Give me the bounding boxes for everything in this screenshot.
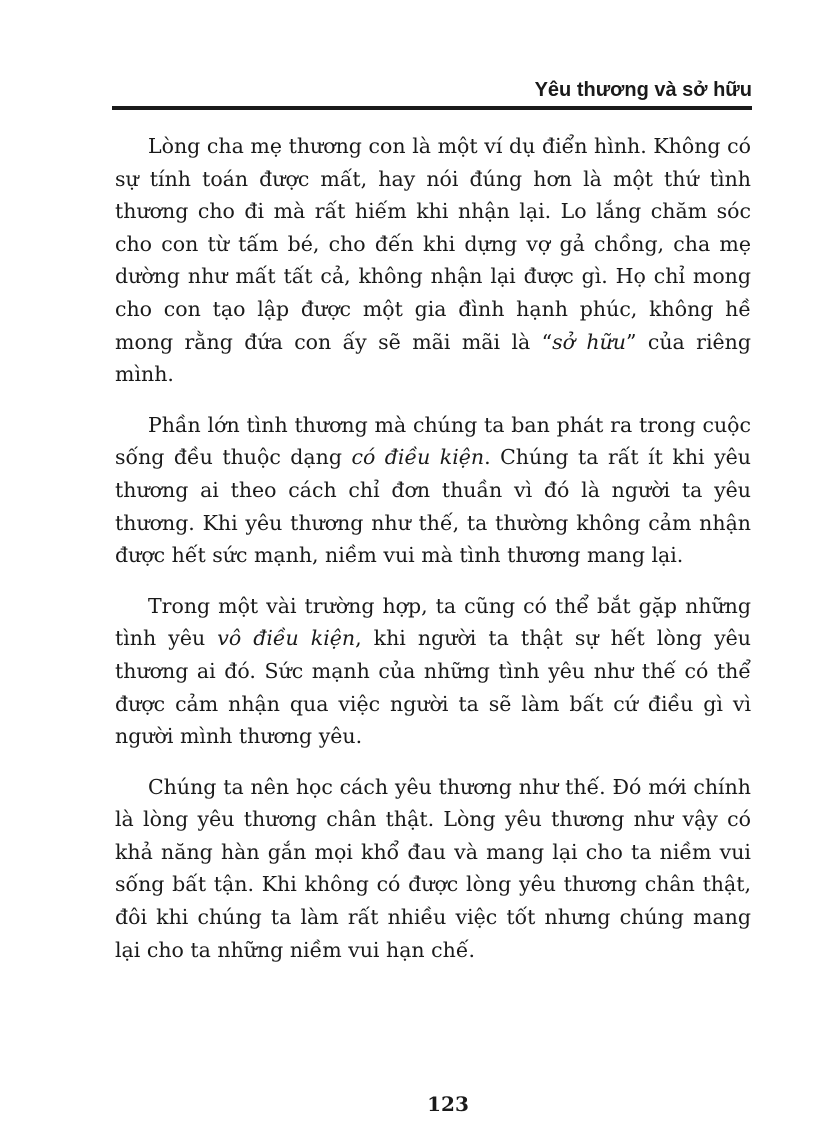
paragraph-3-text: Trong một vài trường hợp, ta cũng có thể bắt gặp những tình yêu — [115, 593, 751, 651]
paragraph-3 — [115, 590, 751, 753]
page-number: 123 — [427, 1092, 469, 1116]
emphasis-co-dieu-kien: có điều kiện — [351, 445, 485, 470]
running-header-title: Yêu thương và sở hữu — [534, 79, 752, 101]
paragraph-2-text-end: . Chúng ta rất ít khi yêu thương ai theo cách chỉ đơn thuần vì đó là người ta yêu thương. Khi yêu thương như thế, ta thường không cảm nhận được hết sức mạnh, niềm vui mà tình thương mang lại. — [115, 445, 751, 568]
paragraph-4: Chúng ta nên học cách yêu thương như thế. Đó mới chính là lòng yêu thương chân thật. Lòng yêu thương như vậy có khả năng hàn gắn mọi khổ đau và mang lại cho ta niềm vui sống bất tận. Khi không có được lòng yêu thương chân thật, đôi khi chúng ta làm rất nhiều việc tốt nhưng chúng mang lại cho ta những niềm vui hạn chế. — [115, 774, 751, 962]
paragraph-2 — [115, 409, 751, 572]
header-rule — [112, 106, 752, 110]
paragraph-1-text: Lòng cha mẹ thương con là một ví dụ điển hình. Không có sự tính toán được mất, hay nói đúng hơn là một thứ tình thương cho đi mà rất hiếm khi nhận lại. Lo lắng chăm sóc cho con từ tấm bé, cho đến khi dựng vợ gả chồng, cha mẹ dường như mất tất cả, không nhận lại được gì. Họ chỉ mong cho con tạo lập được một gia đình hạnh phúc, không hề mong rằng đứa con ấy sẽ mãi mãi là “ — [115, 134, 751, 354]
body-text — [115, 130, 751, 966]
paragraph-2-text: Phần lớn tình thương mà chúng ta ban phát ra trong cuộc sống đều thuộc dạng — [115, 412, 751, 470]
paragraph-3-text-end: , khi người ta thật sự hết lòng yêu thương ai đó. Sức mạnh của những tình yêu như thế có thể được cảm nhận qua việc người ta sẽ làm bất cứ điều gì vì người mình thương yêu. — [115, 626, 751, 749]
paragraph-1-text-end: ” của riêng mình. — [115, 329, 751, 387]
paragraph-1 — [115, 130, 751, 391]
emphasis-vo-dieu-kien: vô điều kiện — [217, 626, 356, 651]
emphasis-so-huu: sở hữu — [552, 329, 626, 354]
